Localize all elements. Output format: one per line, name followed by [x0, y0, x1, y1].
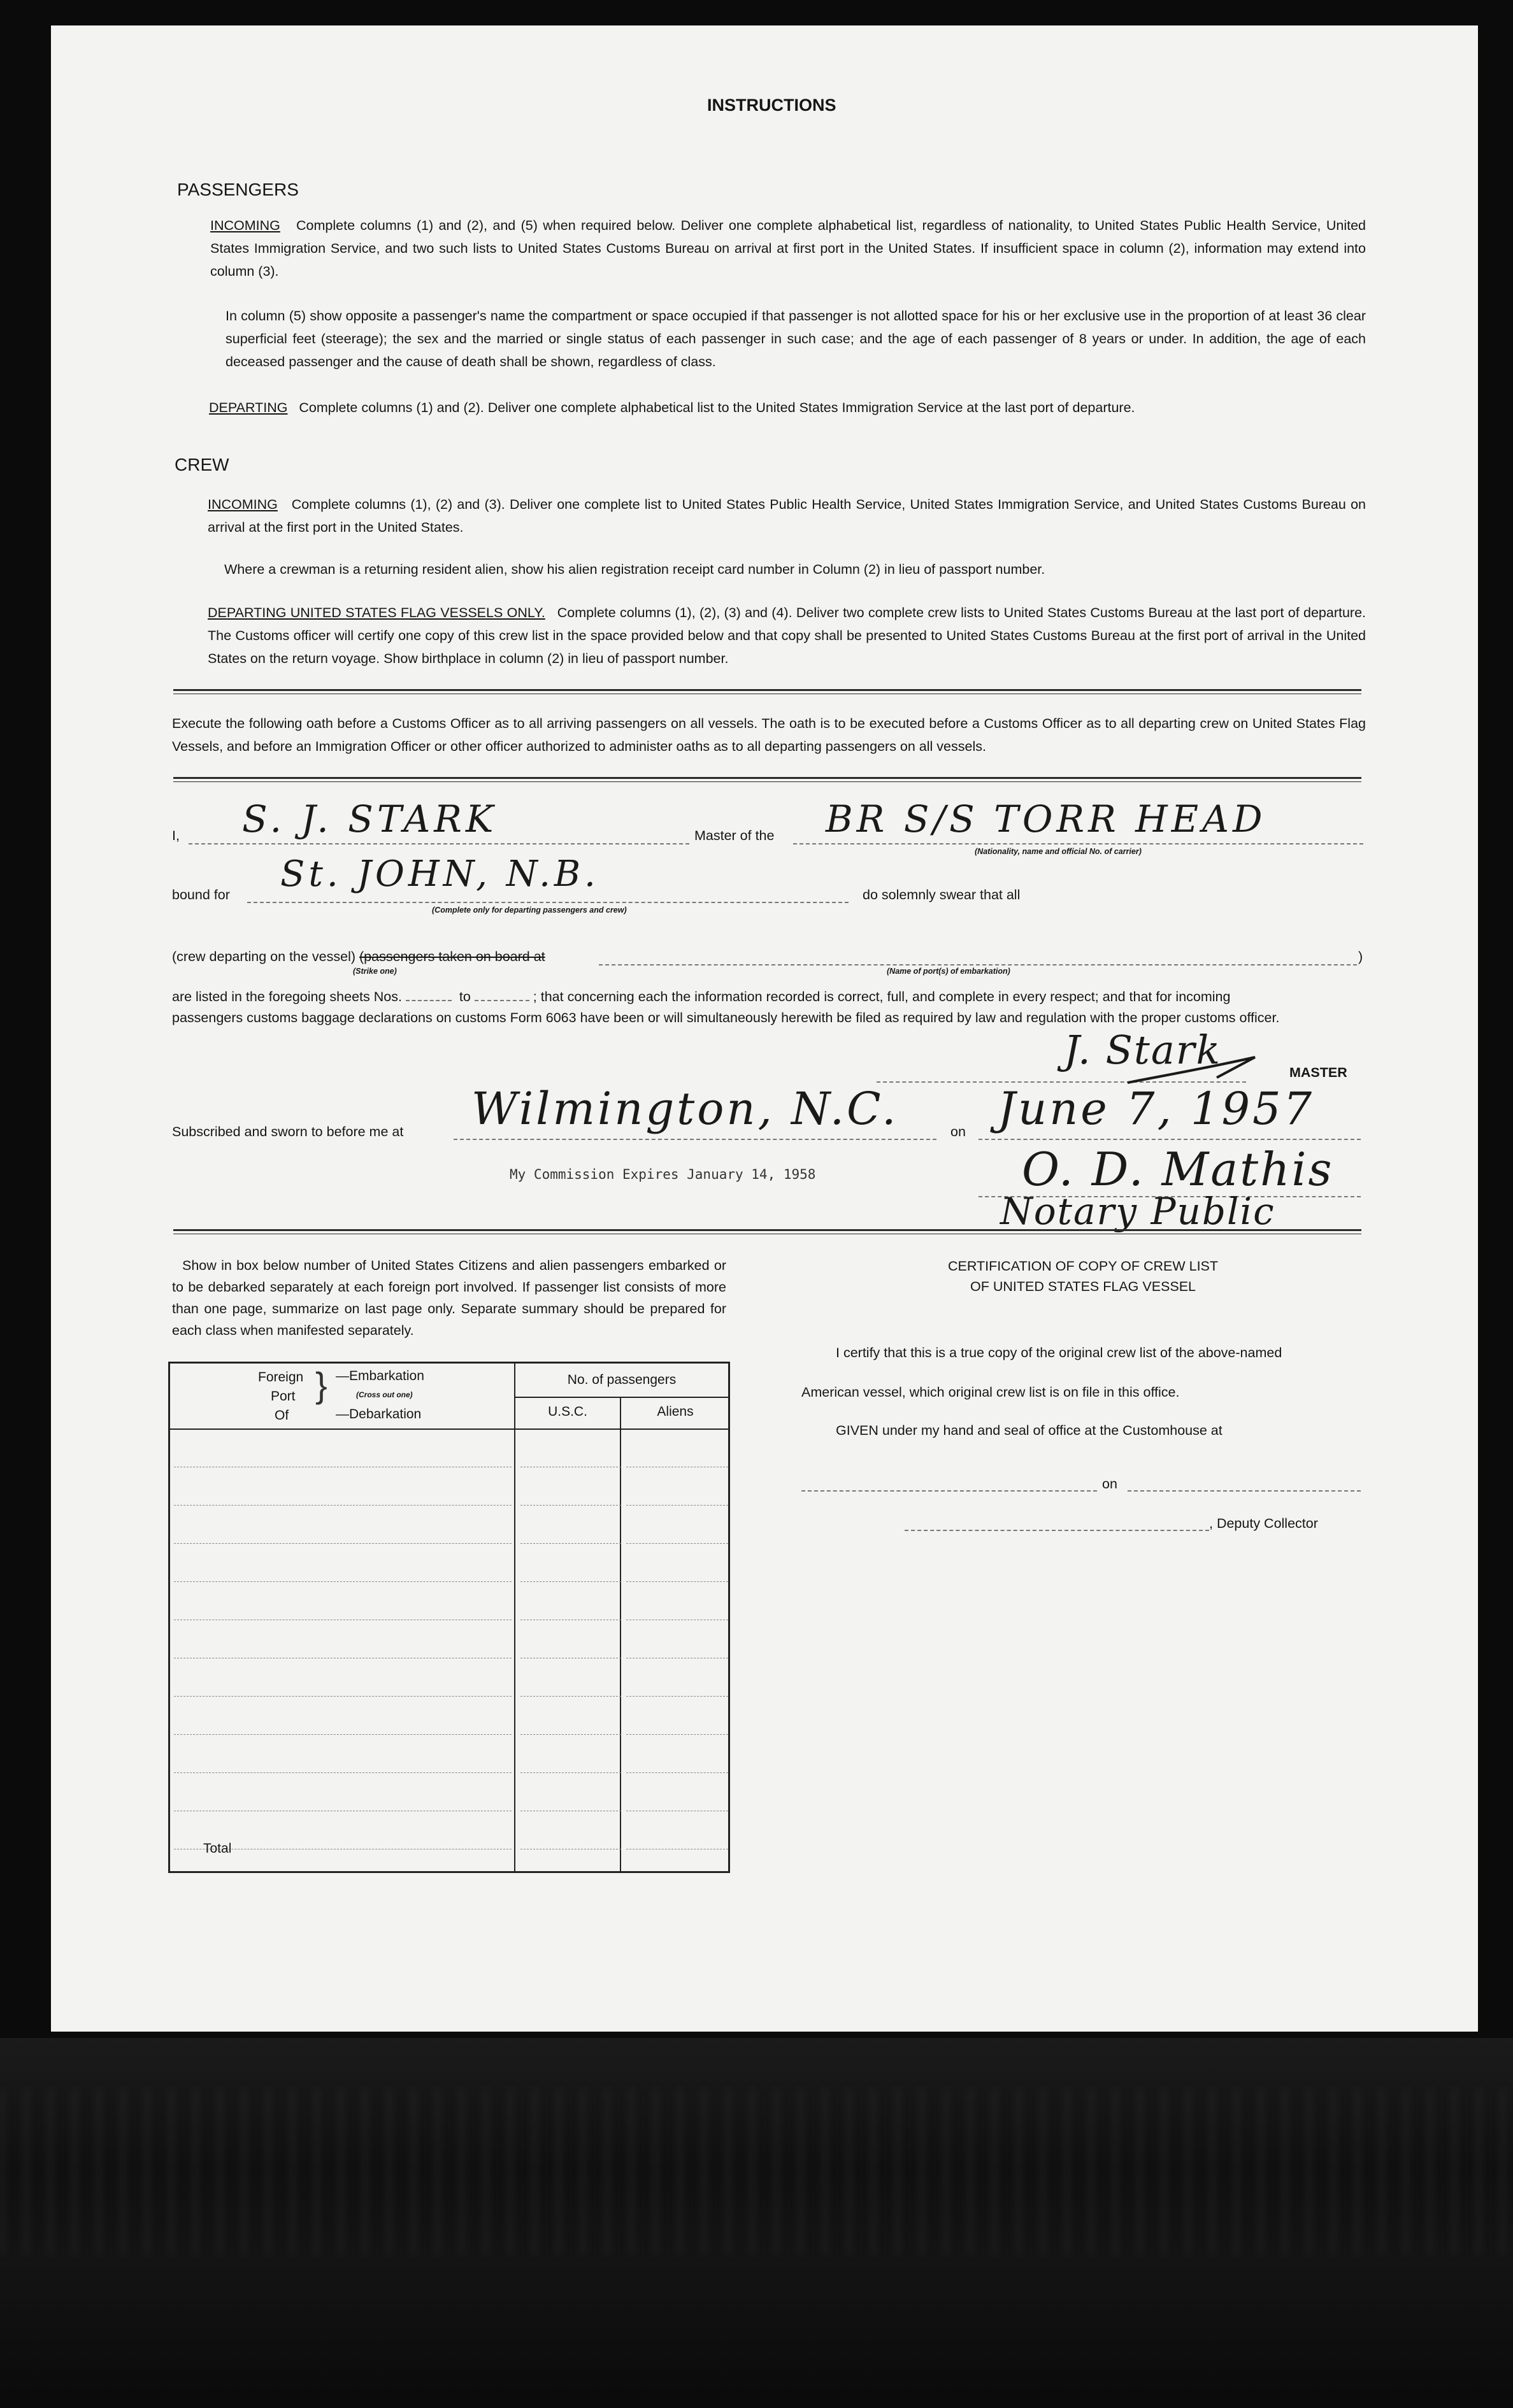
table-row-rule [626, 1543, 728, 1544]
debarkation-label: —Debarkation [336, 1407, 422, 1421]
sworn-place-line [454, 1139, 936, 1140]
table-row-rule [174, 1696, 512, 1697]
table-row-rule [626, 1581, 728, 1582]
table-row-rule [520, 1772, 621, 1773]
table-row-rule [174, 1543, 512, 1544]
close-paren: ) [1358, 949, 1363, 964]
table-divider [620, 1397, 621, 1871]
table-row-rule [520, 1696, 621, 1697]
section-divider [173, 777, 1361, 782]
table-row-rule [520, 1543, 621, 1544]
table-row-rule [174, 1505, 512, 1506]
passengers-column5-paragraph: In column (5) show opposite a passenger's name the compartment or space occupied if that passenger is not allotted space for his or her exclusive use in the proportion of at least 36 clear superficial feet (steerage); the sex and the married or single status of each passenger in such case; and the age of each passenger of 8 years or under. In addition, the age of each deceased passenger and the cause of death shall be shown, regardless of class. [226, 308, 1366, 369]
table-row-rule [520, 1734, 621, 1735]
certification-line1: I certify that this is a true copy of the original crew list of the above-named [836, 1345, 1282, 1360]
crew-incoming-label: INCOMING [208, 497, 278, 512]
sworn-on-label: on [950, 1124, 966, 1139]
passengers-incoming-text: Complete columns (1) and (2), and (5) when required below. Deliver one complete alphabetical list, regardless of nationality, to United States Public Health Service, United States Immigration Service, and two such lists to United States Customs Bureau on arrival at first port in the United States. If insufficient space in column (2), information may extend into column (3). [210, 218, 1366, 279]
bound-for-caption: (Complete only for departing passengers and crew) [432, 906, 627, 915]
customhouse-line [801, 1490, 1097, 1492]
crew-departing-paragraph [208, 601, 1366, 670]
passengers-departing-label: DEPARTING [209, 400, 288, 415]
crew-incoming-text: Complete columns (1), (2) and (3). Deliver one complete list to United States Public Health Service, United States Immigration Service, and United States Customs Bureau on arrival at the first port in the United States. [208, 497, 1366, 535]
passengers-struck-text: (passengers taken on board at [359, 949, 545, 964]
listed-sheets-line [172, 989, 1230, 1005]
cross-out-caption: (Cross out one) [356, 1390, 413, 1399]
certification-heading-line2: OF UNITED STATES FLAG VESSEL [970, 1279, 1196, 1294]
crew-incoming-paragraph [208, 493, 1366, 539]
page-title: INSTRUCTIONS [707, 96, 836, 115]
col-foreign: Foreign [258, 1370, 304, 1385]
table-row-rule [626, 1696, 728, 1697]
listed-text-c: passengers customs baggage declarations on customs Form 6063 have been or will simultaneously herewith be filed as required by law and regulation with the proper customs officer. [172, 1010, 1280, 1025]
col-usc: U.S.C. [548, 1404, 587, 1419]
notary-title-handwriting: Notary Public [1000, 1190, 1275, 1233]
embarkation-port-line [599, 964, 1357, 965]
sworn-date-handwriting: June 7, 1957 [998, 1083, 1315, 1135]
strike-caption: (Strike one) [353, 967, 397, 976]
scanner-background [0, 2038, 1513, 2408]
master-name-line [189, 843, 689, 844]
section-divider [173, 689, 1361, 694]
deputy-collector-label: , Deputy Collector [1209, 1516, 1318, 1531]
vessel-handwriting: BR S/S TORR HEAD [826, 797, 1266, 841]
certification-heading [828, 1256, 1338, 1297]
master-of-label: Master of the [694, 828, 775, 843]
table-subheader-rule [514, 1397, 728, 1398]
commission-stamp: My Commission Expires January 14, 1958 [510, 1167, 816, 1182]
passengers-incoming-label: INCOMING [210, 218, 280, 233]
oath-instructions: Execute the following oath before a Customs Officer as to all arriving passengers on all vessels. The oath is to be executed before a Customs Officer as to all departing crew on United States Flag Vessels, and before an Immigration Officer or other officer authorized to administer oaths as to all departing passengers on all vessels. [172, 716, 1366, 754]
sheet-to-blank [475, 1000, 529, 1001]
notary-signature: O. D. Mathis [1022, 1143, 1334, 1196]
certification-heading-line1: CERTIFICATION OF COPY OF CREW LIST [947, 1258, 1219, 1274]
crew-departing-label: DEPARTING UNITED STATES FLAG VESSELS ONLY. [208, 605, 545, 620]
port-caption: (Name of port(s) of embarkation) [887, 967, 1010, 976]
listed-text-a: are listed in the foregoing sheets Nos. [172, 989, 402, 1004]
table-row-rule [174, 1581, 512, 1582]
col-passengers: No. of passengers [567, 1372, 677, 1387]
table-divider [514, 1364, 515, 1871]
brace-glyph: } [315, 1365, 327, 1405]
bound-for-handwriting: St. JOHN, N.B. [280, 853, 599, 895]
crew-departing-text: (crew departing on the vessel) [172, 949, 356, 964]
bound-for-line [247, 902, 849, 903]
certification-line3: GIVEN under my hand and seal of office at the Customhouse at [836, 1423, 1223, 1438]
certification-date-line [1128, 1490, 1361, 1492]
bound-for-label: bound for [172, 887, 230, 902]
total-label: Total [203, 1841, 232, 1856]
swear-label: do solemnly swear that all [863, 887, 1021, 902]
certification-line2: American vessel, which original crew list is on file in this office. [801, 1385, 1180, 1400]
section-divider [173, 1229, 1361, 1234]
crew-departing-text: Complete columns (1), (2), (3) and (4). Deliver two complete crew lists to United States Customs Bureau at the last port of departure. The Customs officer will certify one copy of this crew list in the space provided below and that copy shall be presented to United States Customs Bureau at the first port of arrival in the United States on the return voyage. Show birthplace in column (2) in lieu of passport number. [208, 605, 1366, 666]
col-aliens: Aliens [657, 1404, 694, 1419]
table-row-rule [174, 1734, 512, 1735]
passengers-departing-paragraph [209, 396, 1366, 419]
summary-instructions: Show in box below number of United States Citizens and alien passengers embarked or to be debarked separately at each foreign port involved. If passenger list consists of more than one page, summarize on last page only. Separate summary should be prepared for each class when manifested separately. [172, 1258, 726, 1338]
subscribed-label: Subscribed and sworn to before me at [172, 1124, 404, 1139]
crew-heading: CREW [175, 455, 229, 474]
col-port: Port [271, 1389, 296, 1404]
listed-text-b: ; that concerning each the information recorded is correct, full, and complete in every respect; and that for incoming [533, 989, 1231, 1004]
vessel-line [793, 843, 1363, 844]
deputy-collector-line [905, 1530, 1209, 1531]
table-row-rule [626, 1734, 728, 1735]
table-row-rule [520, 1581, 621, 1582]
table-row-rule [626, 1772, 728, 1773]
master-label: MASTER [1289, 1065, 1347, 1080]
sheet-from-blank [406, 1000, 452, 1001]
embarkation-label: —Embarkation [336, 1369, 424, 1383]
to-label: to [459, 989, 471, 1004]
passengers-heading: PASSENGERS [177, 180, 299, 199]
sworn-date-line [979, 1139, 1361, 1140]
passengers-incoming-paragraph [210, 214, 1366, 283]
passenger-summary-table [168, 1362, 730, 1873]
master-signature: J. Stark [1064, 1027, 1222, 1073]
sworn-place-handwriting: Wilmington, N.C. [471, 1083, 899, 1135]
col-of: Of [275, 1408, 289, 1423]
table-header-rule [170, 1428, 728, 1430]
vessel-caption: (Nationality, name and official No. of carrier) [975, 847, 1142, 856]
crew-departing-option [172, 949, 545, 965]
table-row-rule [626, 1505, 728, 1506]
certification-on-label: on [1102, 1476, 1117, 1492]
master-name-handwriting: S. J. STARK [242, 797, 498, 841]
table-row-rule [174, 1772, 512, 1773]
crew-resident-paragraph: Where a crewman is a returning resident alien, show his alien registration receipt card number in Column (2) in lieu of passport number. [224, 562, 1045, 577]
passengers-departing-text: Complete columns (1) and (2). Deliver one complete alphabetical list to the United States Immigration Service at the last port of departure. [299, 400, 1135, 415]
table-row-rule [520, 1505, 621, 1506]
oath-i-label: I, [172, 828, 180, 843]
